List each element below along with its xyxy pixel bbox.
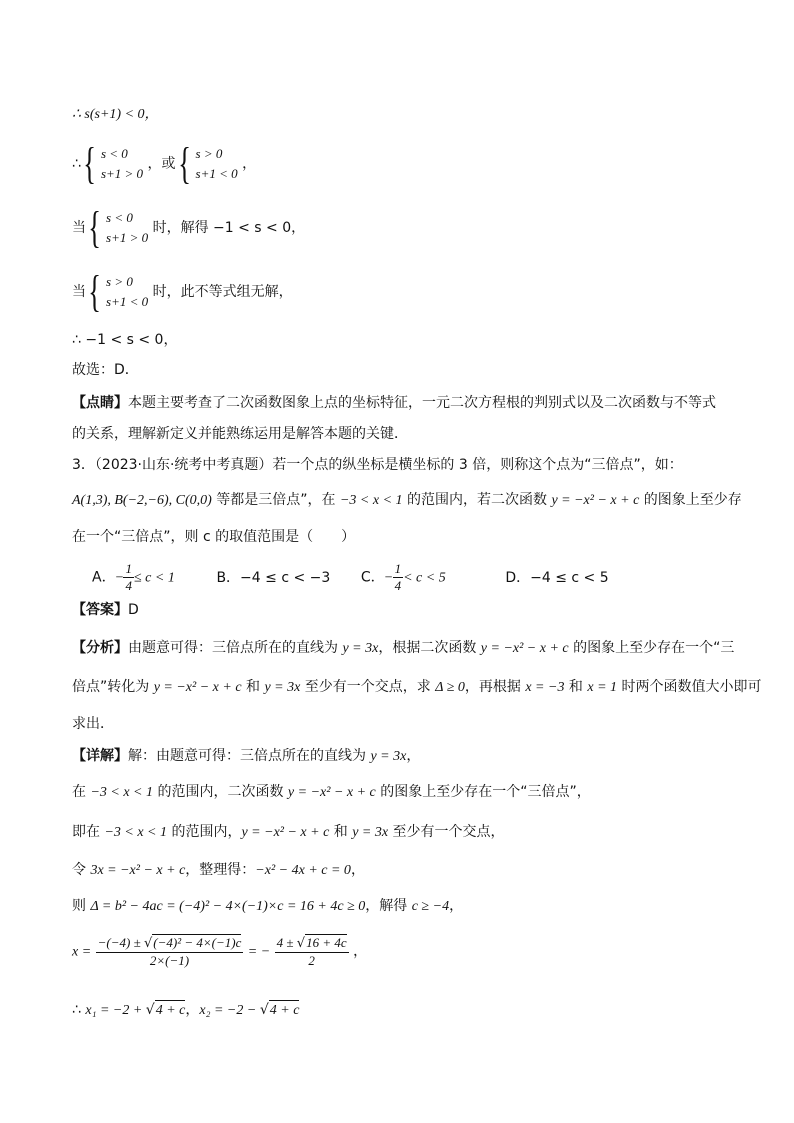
case-two-line	[72, 267, 293, 316]
case-one-row-2: s+1 > 0	[106, 230, 149, 245]
dianjing-line-1	[72, 393, 716, 413]
comma: ，	[242, 156, 257, 172]
math: y = −x² − x + c	[480, 641, 569, 656]
case-one-result: 时，解得 −1 < s < 0，	[152, 220, 306, 236]
range-conclusion: ∴ −1 < s < 0，	[72, 332, 178, 348]
quadratic-function: y = −x² − x + c	[551, 493, 640, 508]
case-two-row-2: s+1 < 0	[106, 294, 149, 309]
radicand: (−4)² − 4×(−1)c	[153, 935, 242, 950]
system-b-row-1: s > 0	[195, 146, 223, 161]
dianjing-line-2: 的关系，理解新定义并能熟练运用是解答本题的关键．	[72, 426, 408, 442]
math: y = 3x	[352, 825, 389, 840]
text: 至少有一个交点，	[388, 824, 505, 840]
fraction-numerator: 1	[394, 561, 402, 576]
case-one-system	[106, 208, 148, 248]
radicand: 16 + 4c	[306, 935, 347, 950]
left-brace-icon: {	[88, 203, 102, 252]
text: 令	[72, 862, 91, 878]
option-c-rest: < c < 5	[403, 570, 446, 586]
ineq-product-line: ∴ s(s+1) < 0，	[72, 107, 159, 122]
sqrt-icon: √	[296, 936, 306, 951]
example-points: A(1,3), B(−2,−6), C(0,0)	[72, 493, 212, 508]
sqrt-icon: √	[145, 1002, 155, 1018]
text: 的范围内，二次函数	[153, 784, 288, 800]
math: y = 3x	[264, 680, 301, 695]
dianjing-text-1: 本题主要考查了二次函数图象上点的坐标特征，一元二次方程根的判别式以及二次函数与不等式	[128, 395, 716, 411]
text: ，	[406, 748, 421, 764]
detail-line-3	[72, 822, 505, 843]
text: ，解得	[365, 898, 412, 914]
therefore-symbol: ∴	[72, 156, 81, 172]
system-b	[196, 144, 238, 184]
fraction-numerator: 1	[125, 561, 132, 576]
option-b-text: B．−4 ≤ c < −3	[216, 569, 331, 586]
text: 由题意可得：三倍点所在的直线为	[128, 640, 343, 656]
fraction-denominator: 2×(−1)	[149, 953, 190, 968]
text: 即在	[72, 824, 105, 840]
question-line-3: 在一个“三倍点”，则 c 的取值范围是（ ）	[72, 529, 356, 545]
math: y = −x² − x + c	[241, 825, 330, 840]
formula-lhs: x =	[72, 944, 92, 960]
num-text: 4 ±	[276, 935, 297, 950]
text: 的图象上至少存	[639, 492, 742, 508]
analysis-tag: 【分析】	[72, 640, 128, 656]
fraction-denominator: 4	[125, 578, 132, 593]
option-c-label: C．	[360, 569, 385, 586]
math: y = −x² − x + c	[287, 785, 376, 800]
root-1: x₁ = −2 +	[85, 1003, 146, 1018]
text: 的范围内，	[167, 824, 242, 840]
quadratic-formula-line	[72, 934, 367, 969]
root-2: x₂ = −2 −	[199, 1003, 260, 1018]
detail-line-5	[72, 896, 463, 917]
fraction-denominator: 2	[308, 953, 315, 968]
analysis-line-3: 求出．	[72, 716, 114, 732]
left-brace-icon: {	[88, 267, 102, 316]
formula-fraction-2	[275, 934, 349, 969]
text: 的图象上至少存在一个“三	[568, 640, 735, 656]
case-one-line	[72, 203, 306, 252]
math: −3 < x < 1	[90, 785, 154, 800]
case-two-system	[106, 272, 148, 312]
analysis-line-1	[72, 638, 734, 659]
text: 的图象上至少存在一个“三倍点”，	[375, 784, 591, 800]
text: 和	[564, 679, 588, 695]
answer-tag: 【答案】	[72, 602, 128, 618]
x-range: −3 < x < 1	[339, 493, 403, 508]
detail-line-4	[72, 860, 365, 881]
option-c-neg: −	[384, 570, 393, 586]
formula-fraction-1	[96, 934, 244, 969]
answer-value: D	[128, 602, 139, 618]
system-a	[101, 144, 143, 184]
text: 在	[72, 784, 91, 800]
text: ，根据二次函数	[378, 640, 481, 656]
math: y = 3x	[370, 749, 407, 764]
text: 解：由题意可得：三倍点所在的直线为	[128, 748, 371, 764]
option-a-fraction	[123, 561, 134, 594]
system-b-row-2: s+1 < 0	[195, 166, 238, 181]
case-two-row-1: s > 0	[106, 274, 133, 289]
option-d-text: D．−4 ≤ c < 5	[505, 569, 609, 586]
sqrt-icon: √	[143, 936, 153, 951]
fraction-denominator: 4	[394, 578, 402, 593]
math: c ≥ −4	[411, 899, 450, 914]
math: y = 3x	[342, 641, 379, 656]
text: 则	[72, 898, 91, 914]
option-a-label: A．	[92, 569, 116, 586]
discriminant: Δ = b² − 4ac = (−4)² − 4×(−1)×c = 16 + 4c ≥ 0	[90, 899, 366, 914]
case-one-row-1: s < 0	[106, 210, 133, 225]
option-a[interactable]	[92, 561, 212, 594]
detail-tag: 【详解】	[72, 748, 128, 764]
case-two-result: 时，此不等式组无解，	[152, 284, 293, 300]
text: 倍点”转化为	[72, 679, 154, 695]
option-c-fraction	[393, 561, 404, 594]
comma: ，	[185, 1002, 200, 1018]
option-d[interactable]	[505, 568, 608, 588]
math: x = −3	[525, 680, 565, 695]
roots-line	[72, 1000, 299, 1021]
text: ，	[449, 898, 464, 914]
detail-line-2	[72, 782, 591, 803]
formula-eq: = −	[247, 944, 271, 960]
dianjing-tag: 【点睛】	[72, 395, 128, 411]
math: 3x = −x² − x + c	[90, 863, 186, 878]
when-text: 当	[72, 220, 86, 236]
therefore-symbol: ∴	[72, 1002, 86, 1018]
question-line-1: 3．（2023·山东·统考中考真题）若一个点的纵坐标是横坐标的 3 倍，则称这个点为“三倍点”，如：	[72, 457, 683, 473]
sqrt-icon: √	[259, 1002, 269, 1018]
fraction-numerator	[96, 934, 244, 953]
option-a-neg: −	[115, 570, 124, 586]
text: 至少有一个交点，求	[300, 679, 436, 695]
choice-line: 故选：D．	[72, 362, 139, 378]
num-text: −(−4) ±	[97, 935, 144, 950]
text: 和	[329, 824, 353, 840]
radicand: 4 + c	[155, 1000, 186, 1021]
comma: ，	[353, 943, 368, 960]
text: ，	[350, 862, 365, 878]
options-row	[92, 561, 609, 594]
left-brace-icon: {	[83, 139, 97, 188]
ineq-systems-line	[72, 139, 257, 188]
math: −x² − 4x + c = 0	[255, 863, 351, 878]
math: Δ ≥ 0	[435, 680, 465, 695]
math: −3 < x < 1	[104, 825, 168, 840]
system-a-row-2: s+1 > 0	[100, 166, 144, 181]
text: ，再根据	[464, 679, 526, 695]
option-b[interactable]	[216, 568, 356, 588]
math: y = −x² − x + c	[153, 680, 242, 695]
analysis-line-2	[72, 677, 761, 698]
answer-line	[72, 600, 139, 620]
or-text: ，或	[147, 156, 176, 172]
text: 的范围内，若二次函数	[402, 492, 552, 508]
when-text: 当	[72, 284, 86, 300]
radicand: 4 + c	[269, 1000, 300, 1021]
text: 等都是三倍点”，在	[211, 492, 340, 508]
system-a-row-1: s < 0	[100, 146, 128, 161]
text: 时两个函数值大小即可	[617, 679, 762, 695]
question-line-2	[72, 490, 742, 511]
option-a-rest: ≤ c < 1	[133, 570, 175, 586]
option-c[interactable]	[361, 561, 501, 594]
math: x = 1	[587, 680, 618, 695]
left-brace-icon: {	[178, 139, 191, 188]
text: 和	[241, 679, 265, 695]
text: ，整理得：	[185, 862, 256, 878]
fraction-numerator	[275, 934, 349, 953]
detail-line-1	[72, 746, 420, 767]
